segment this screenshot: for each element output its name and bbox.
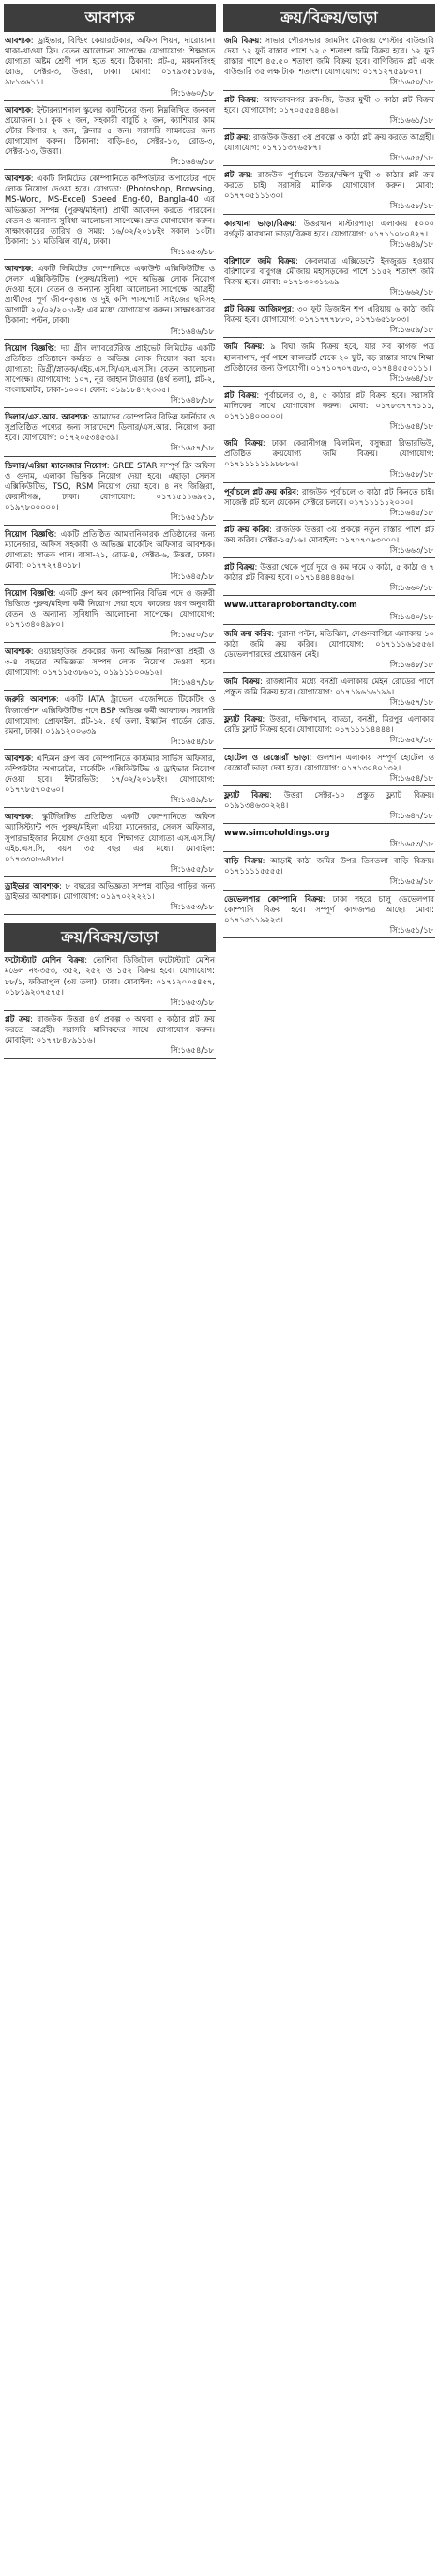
ad-reference-code: সি:১৬৫১/১৮: [170, 512, 214, 523]
ad-text: [4, 646, 216, 678]
classified-ad: [223, 486, 435, 521]
ad-separator: [223, 90, 435, 91]
ad-text: [223, 35, 435, 77]
ad-text: [223, 524, 435, 545]
ad-separator: [4, 749, 216, 750]
ad-reference-code: সি:১৬৬৩/১৮: [389, 545, 433, 556]
ad-text: [223, 255, 435, 287]
buy-sell-ads-list: [223, 35, 435, 938]
ad-body: : একটি লিমিটেড কোম্পানিতে কম্পিউটার অপারেটর পদে লোক নিয়োগ দেওয়া হবে। যোগ্যতা: (Photoshop, Browsing, MS-Word, MS-Excel) Speed Eng-60, Bangla-40 এর অভিজ্ঞতা সম্পন্ন (পুরুষ/মহিলা) প্রার্থী আবেদন করতে পারবেন। বেতন ও অন্যান্য সুবিধা আলোচনা সাপেক্ষে। দ্রুত যোগাযোগ করুন। সাক্ষাৎকারের তারিখ ও সময়: ১৬/০২/২০১৮ইং সকাল ১০টা। ঠিকানা: ১১ মতিঝিল বা/এ, ঢাকা।: [5, 174, 215, 246]
section-header-buy-sell-rent-left: ক্রয়/বিক্রয়/ভাড়া: [4, 923, 216, 952]
ad-reference-code: সি:১৬৪০/১৮: [389, 611, 433, 621]
ad-separator: [4, 169, 216, 170]
classified-ad: [223, 218, 435, 252]
ad-website-link[interactable]: www.simcoholdings.org: [224, 828, 330, 838]
classified-ad: [223, 255, 435, 300]
ad-title: নিয়োগ বিজ্ঞপ্তি: [5, 343, 54, 353]
ad-separator: [223, 624, 435, 625]
classified-ad: [223, 827, 435, 852]
ad-body: : উত্তরা সেক্টর-১০ প্রস্তুত ফ্ল্যাট বিক্রয়। ০১৯১৩৪৬৩০২২৪।: [224, 789, 435, 810]
ad-body: : ড্রাইভার, বিল্ডিং কেয়ারটেকার, অফিস পিয়ন, দারোয়ান। থাকা-খাওয়া ফ্রি। বেতন আলোচনা সাপেক্ষে। যোগাযোগ: শিক্ষাগত যোগ্যতা অষ্টম শ্রেণী পাস হতে হবে। ঠিকানা: প্লট-৫, ময়মনসিংহ রোড, সেক্টর-৩, উত্তরা, ঢাকা। মোবা: ০১৭৯৩৫১৮৪৬, ৯৮১৩৬১১।: [5, 36, 215, 87]
ad-text: [4, 35, 216, 87]
classified-ad: [4, 35, 216, 101]
classified-ad: [223, 524, 435, 558]
ad-separator: [4, 584, 216, 585]
ad-reference-code: সি:১৬৬০/১৮: [389, 583, 433, 593]
ad-title: প্লট ক্রয় করিব: [224, 524, 270, 534]
ad-reference-code: সি:১৬৫৮/১৮: [389, 469, 433, 480]
ad-separator: [4, 259, 216, 260]
ad-text: [223, 561, 435, 583]
classified-ad: [223, 437, 435, 482]
ad-separator: [223, 672, 435, 673]
classified-ad: [4, 753, 216, 808]
classified-ad: [223, 35, 435, 90]
ad-text: [4, 411, 216, 443]
ad-title: প্লট ক্রয়: [224, 170, 250, 180]
ad-text: [4, 1014, 216, 1045]
ad-title: ডিলার/এরিয়া ম্যানেজার নিয়োগ: [5, 460, 107, 470]
ad-body: : রাজধানীর মধ্যে বনশ্রী এলাকায় মেইন রোডের পাশে প্রস্তুত জমি বিক্রয় হবে। যোগাযোগ: ০১৭১৯৬১৬১৯৯।: [224, 676, 434, 697]
section-header-wanted: আবশ্যক: [4, 4, 216, 32]
classified-ad: [4, 460, 216, 526]
ad-body: : এন্টিমন গ্রুপ অব কোম্পানিতে কাস্টমার সার্ভিস অফিসার, কম্পিউটার অপারেটর, মার্কেটিং এক্সিকিউটিভ ও ড্রাইভার নিয়োগ দেওয়া হবে। ইন্টারভিউ: ১৭/০২/২০১৮ইং। যোগাযোগ: ০১৭৭৮৫৭০৫৬০।: [5, 753, 215, 795]
ad-title: জমি বিক্রয়: [224, 438, 263, 449]
ad-separator: [223, 386, 435, 387]
right-column: [223, 4, 435, 2570]
ad-text: [4, 460, 216, 512]
ad-title: জরুরি আবশ্যক: [5, 694, 56, 705]
classified-ad: [223, 94, 435, 129]
classified-ad: [223, 855, 435, 890]
ad-separator: [4, 1058, 216, 1059]
ad-title: বাড়ি বিক্রয়: [224, 856, 263, 866]
ad-reference-code: সি:১৬৫৪/১৮: [389, 421, 433, 432]
ad-separator: [4, 339, 216, 340]
ad-reference-code: সি:১৬৪৯/১৮: [389, 238, 433, 249]
ad-reference-code: সি:১৬৪৮/১৮: [170, 395, 214, 405]
ad-separator: [4, 100, 216, 101]
ad-body: : ৩০ ফুট ডিজাইন শপ এরিয়ায় ৬ কাঠা জমি বিক্রয় হবে। যোগাযোগ: ০১৭১৭৭৭৮৮০, ০১৭১৬৫১৮০৩।: [224, 304, 434, 325]
classified-ad: [4, 343, 216, 409]
ad-reference-code: সি:১৬৫৫/১৮: [389, 153, 433, 163]
ad-body: : রাজউক পূর্বাচলে উত্তর/দক্ষিণ মুখী ৩ কাঠার প্লট ক্রয় করতে চাই। সরাসরি মালিক যোগাযোগ করুন। মোবা: ০১৭৭০৫১১১৩০।: [224, 170, 434, 201]
ad-body: : একটি প্রতিষ্ঠিত আমদানিকারক প্রতিষ্ঠানের জন্য ম্যানেজার, অফিস সহকারী ও অভিজ্ঞ মার্কেটিং অফিসার আবশ্যক। যোগ্যতা: স্নাতক পাস। বাসা-২১, রোড-৪, সেক্টর-৬, উত্তরা, ঢাকা। মোবা: ০১৭৭২৭৪০১৮।: [5, 529, 215, 571]
classified-ad: [4, 173, 216, 260]
classified-ad: [223, 341, 435, 386]
wanted-ads-list: [4, 35, 216, 915]
ad-body: : রাজউক উত্তরা ৩য় প্রকল্পে নতুন রাস্তার পাশে প্লট ক্রয় করিব। সেক্টর-১৫/১৬। মোবাইল: ০১৭০৭০৬৩০০০।: [224, 524, 434, 544]
ad-body: : উত্তরা, দক্ষিণখান, বাড্ডা, বনশ্রী, মিরপুর এলাকায় রেডি ফ্ল্যাট বিক্রয় হবে। যোগাযোগ: ০১৭১১১১৪৪৪৪।: [224, 714, 435, 735]
classified-ad: [223, 599, 435, 624]
classified-ad: [4, 528, 216, 584]
ad-body: : রাজউক উত্তরা ৪র্থ প্রকল্প ৩ অথবা ৫ কাঠার প্লট ক্রয় করতে আগ্রহী। সরাসরি মালিকদের সাথে যোগাযোগ করুন। মোবাইল: ০১৭৭৮৪৮৯১১৬।: [5, 1014, 215, 1044]
ad-reference-code: সি:১৬৪৭/১৮: [170, 678, 214, 688]
ad-title: আবশ্যক: [5, 753, 31, 763]
classified-ad: [223, 561, 435, 596]
ad-title: প্লট বিক্রয় আজিমপুর: [224, 304, 292, 314]
ad-separator: [4, 1010, 216, 1011]
ad-text: [223, 94, 435, 115]
ad-title: প্লট ক্রয়: [224, 131, 249, 142]
ad-text: [223, 628, 435, 660]
ad-reference-code: সি:১৬৬০/১৮: [170, 87, 214, 98]
ad-reference-code: সি:১৬৫৪/১৮: [170, 1045, 214, 1056]
ad-reference-code: সি:১৬৫৬/১৮: [389, 876, 433, 887]
ad-separator: [223, 890, 435, 891]
ad-title: ডিলার/এস.আর. আবশ্যক: [5, 412, 88, 422]
classified-ad: [4, 104, 216, 171]
ad-body: : ঢাকা শহরে চালু ডেভেলপার কোম্পানি বিক্রয় হবে। সম্পূর্ণ কাগজপত্র আছে। মোবা: ০১৭১৫১১৯২২৩।: [224, 893, 434, 924]
classified-ad: [4, 811, 216, 877]
ad-separator: [223, 823, 435, 824]
ad-separator: [223, 165, 435, 166]
ad-reference-code: সি:১৬৬১/১৮: [389, 114, 433, 125]
ad-separator: [223, 299, 435, 300]
ad-separator: [223, 937, 435, 938]
ad-reference-code: সি:১৬৫৫/১৮: [170, 863, 214, 874]
buy-sell-ads-list-left: [4, 954, 216, 1059]
ad-text: [223, 218, 435, 239]
ad-reference-code: সি:১৬৫৩/১৮: [170, 902, 214, 912]
ad-separator: [223, 214, 435, 215]
ad-reference-code: সি:১৬৪৬/১৮: [170, 326, 214, 336]
ad-title: আবশ্যক: [5, 812, 31, 822]
ad-title: ফটোস্ট্যাট মেশিন বিক্রয়: [5, 955, 85, 966]
ad-separator: [4, 456, 216, 457]
ad-separator: [223, 128, 435, 129]
ad-separator: [223, 709, 435, 710]
ad-body: : সাভার পৌরসভার জামসিং মৌজায় পোস্টার বাউন্ডারি দেয়া ১২ ফুট রাস্তার পাশে ১২.৫ শতাংশ জমি বিক্রয় হবে। ১২ ফুট রাস্তার পাশে ৪৫.৫০ শতাংশ জমি বিক্রয় হবে। বাণিজ্যিক প্লট এবং বাউন্ডারি ৩৫ লক্ষ টাকা শতাংশ। যোগাযোগ: ০১৭১২৭৫৯৮০৭।: [224, 36, 434, 77]
classified-ad: [223, 389, 435, 434]
ad-title: আবশ্যক: [5, 647, 31, 657]
ad-text: [223, 752, 435, 773]
ad-title: প্লট বিক্রয়: [224, 389, 257, 400]
ad-body: : একটি IATA ট্রাভেল এজেন্সিতে টিকেটিং ও রিজার্ভেশন এক্সিকিউটিভ পদে BSP অভিজ্ঞ কর্মী আবশ্যক। সরাসরি যোগাযোগ: প্রোফাইল, প্লট-১২, ৪র্থ তলা, ইস্কাটন গার্ডেন রোড, রমনা, ঢাকা। ০১৯১২০০৬৩৯।: [5, 694, 215, 736]
ad-reference-code: সি:১৬৫৪/১৮: [170, 736, 214, 746]
ad-reference-code: সি:১৬৬২/১৮: [389, 287, 433, 297]
ad-text: [223, 303, 435, 325]
left-column: [4, 4, 216, 2570]
ad-separator: [223, 557, 435, 558]
ad-title: কারখানা ভাড়া/বিক্রয়: [224, 218, 295, 228]
ad-text: [4, 811, 216, 863]
classified-ad: [223, 131, 435, 166]
ad-text: [223, 486, 435, 508]
ad-body: : ৯ বিঘা জমি বিক্রয় হবে, যার সব কাগজ পত্র হালনাগাদ, পূর্ব পাশে কালভার্ট থেকে ২০ ফুট, বড় রাস্তার সাথে শিক্ষা প্রতিষ্ঠানের জন্য উপযোগী। ০১৭১০৭০৭৫৮৩, ০১৭৪৪৫৫০১১১।: [224, 342, 434, 373]
ad-separator: [223, 520, 435, 521]
ad-separator: [223, 595, 435, 596]
ad-reference-code: সি:১৬৪৬/১৮: [170, 157, 214, 167]
ad-body: : একটি লিমিটেড কোম্পানিতে একাউন্ট এক্সিকিউটিভ ও সেলস এক্সিকিউটিভ (পুরুষ/মহিলা) পদে অভিজ্ঞ লোক নিয়োগ দেওয়া হবে। বেতন ও অন্যান্য সুবিধা আলোচনা সাপেক্ষে। আগ্রহী প্রার্থীদের পূর্ণ জীবনবৃত্তান্ত ও দুই কপি পাসপোর্ট সাইজের ছবিসহ আগামী ২০/০২/২০১৮ইং এর মধ্যে যোগাযোগ করুন। সাক্ষাৎকারের ঠিকানা: পল্টন, ঢাকা।: [5, 263, 215, 326]
ad-reference-code: সি:১৬৫৩/১৮: [170, 997, 214, 1007]
ad-reference-code: সি:১৬৪৫/১৮: [389, 507, 433, 517]
ad-title: আবশ্যক: [5, 263, 31, 273]
classified-ad: [4, 954, 216, 1010]
ad-text: [4, 753, 216, 795]
ad-reference-code: সি:১৬৫২/১৮: [389, 735, 433, 745]
ad-reference-code: সি:১৬৫১/১৮: [389, 924, 433, 935]
ad-reference-code: সি:১৬৫৪/১৮: [389, 772, 433, 783]
ad-text: [223, 389, 435, 421]
section-header-buy-sell-rent: ক্রয়/বিক্রয়/ভাড়া: [223, 4, 435, 32]
ad-reference-code: সি:১৬৫৯/১৮: [389, 325, 433, 335]
ad-body: : তোশিবা ডিজিটাল ফটোস্ট্যাট মেশিন মডেল নং-৩৫৩, ৩৫২, ২৫২ ও ১৫২ বিক্রয় হবে। যোগাযোগ: ৮৮/১, ফকিরাপুল (৩য় তলা), ঢাকা। মোবাইল: ০১৭১২০০৫৪৫৭, ০১৮১৯২৩৭৫৭৫।: [5, 955, 215, 997]
ad-body: : দ্যা গ্রীন ল্যাবরেটরিজ প্রাইভেট লিমিটেড একটি প্রতিষ্ঠিত প্রতিষ্ঠানে কর্মরত ও অভিজ্ঞ লোক নিয়োগ করা হবে। যোগ্যতা: ডিগ্রী/স্নাতক/এইচ.এস.সি/এস.এস.সি। বেতন আলোচনা সাপেক্ষে। যোগাযোগ: ১০৭, নূর জাহান টাওয়ার (৪র্থ তলা), প্লট-২, বাংলামোটর, ঢাকা-১০০০। ফোন: ০১৯১৮৪৭২৩৩৫।: [5, 343, 215, 395]
ad-body: : স্কুটিজিটিভ প্রতিষ্ঠিত একটি কোম্পানিতে অফিস অ্যাসিস্ট্যান্ট পদে পুরুষ/মহিলা এরিয়া ম্যানেজার, সেলস অফিসার, সুপারভাইজার নিয়োগ দেওয়া হবে। শিক্ষাগত যোগ্যতা এস.এস.সি/এইচ.এস.সি, বয়স ৩৫ বছর এর মধ্যে। মোবাইল: ০১৭৩৩০৮৬৪৮৮।: [5, 812, 215, 863]
ad-title: আবশ্যক: [5, 174, 31, 184]
ad-separator: [4, 807, 216, 808]
ad-title: জমি বিক্রয়: [224, 676, 260, 686]
ad-title: ফ্ল্যাট বিক্রয়: [224, 714, 263, 724]
ad-text: [223, 341, 435, 373]
ad-text: [223, 893, 435, 925]
ad-body: : রাজউক উত্তরা ৩য় প্রকল্পে ৩ কাঠা প্লট ক্রয় করতে আগ্রহী। যোগাযোগ: ০১৭১১৩৭৬৫৮৭।: [224, 131, 434, 152]
classified-ad: [223, 713, 435, 748]
ad-body: : আফতাবনগর ব্লক-জি, উত্তর মুখী ৩ কাঠা প্লট বিক্রয় হবে। যোগাযোগ: ০১৭০৫৫৫৪৪৪৬।: [224, 94, 434, 114]
ad-text: [4, 587, 216, 630]
ad-text: [223, 713, 435, 735]
ad-title: আবশ্যক: [5, 104, 31, 114]
ad-body: : ৮ বছরের অভিজ্ঞতা সম্পন্ন বাড়ির গাড়ির জন্য ড্রাইভার আবশ্যক। যোগাযোগ: ০১৯৭০২২২২১।: [5, 880, 216, 902]
classified-ad: [4, 880, 216, 915]
ad-reference-code: সি:১৬৫৮/১৮: [389, 201, 433, 211]
classified-ad: [223, 676, 435, 710]
ad-title: বরিশালে জমি বিক্রয়: [224, 255, 296, 266]
ad-separator: [4, 525, 216, 526]
ad-title: আবশ্যক: [5, 36, 31, 46]
ad-title: নিয়োগ বিজ্ঞপ্তি: [5, 529, 54, 540]
ad-text: [4, 263, 216, 327]
classified-ad: [223, 893, 435, 938]
ad-body: : উত্তরখান মাস্টারপাড়া এলাকায় ৫০০০ বর্গফুট কারখানা ভাড়া/বিক্রয় হবে। যোগাযোগ: ০১৭১১০৮০৪২৭।: [224, 218, 434, 238]
ad-separator: [4, 876, 216, 877]
ad-text: [223, 169, 435, 201]
ad-text: [4, 954, 216, 997]
ad-text: [4, 343, 216, 395]
ad-reference-code: সি:১৬৪৯/১৮: [170, 795, 214, 805]
classified-ad: [4, 263, 216, 340]
ad-text: [4, 880, 216, 902]
ad-separator: [223, 785, 435, 786]
ad-body: : আড়াই কাঠা জমির উপর তিনতলা বাড়ি বিক্রয়। ০১৭১১১১৫৫৫৫।: [224, 856, 435, 876]
ad-text: [4, 528, 216, 571]
ad-text: [223, 437, 435, 469]
ad-separator: [223, 482, 435, 483]
ad-separator: [4, 407, 216, 408]
ad-text: [4, 173, 216, 247]
ad-reference-code: সি:১৬৫০/১৮: [389, 77, 433, 87]
ad-text: [223, 131, 435, 153]
ad-reference-code: সি:১৬৬৪/১৮: [389, 373, 433, 383]
ad-text: [223, 676, 435, 697]
ad-body: : কেবলমাত্র এক্সিডেন্টে ইনজুরড হওয়ায় বরিশালের বাবুগঞ্জ মৌজায় মহাসড়কের পাশে ১১৫২ শতাংশ জমি বিক্রয় হবে। মোবা: ০১৭১৩০৩১৬৬৯।: [224, 255, 434, 286]
ad-title: প্লট ক্রয়: [5, 1014, 31, 1024]
ad-reference-code: সি:১৬৫৩/১৮: [389, 839, 433, 849]
ad-body: : আমাদের কোম্পানির বিভিন্ন ফার্নিচার ও সুপ্রতিষ্ঠিত পণ্যের জন্য সারাদেশে ডিলার/এস.আর. নিয়োগ করা হবে। যোগাযোগ: ০১৭২০৫৩৪৫৩৯।: [5, 412, 215, 443]
ad-title: ফ্ল্যাট বিক্রয়: [224, 789, 270, 800]
classified-ad: [4, 694, 216, 749]
ad-body: : পূর্বাচলের ৩, ৪, ৫ কাঠার প্লট বিক্রয় হবে। সরাসরি মালিকের সাথে যোগাযোগ করুন। মোবা: ০১৭৮৩৭৭৭১১১, ০১৭১১৪০০০০০।: [224, 389, 434, 421]
ad-separator: [4, 690, 216, 691]
ad-body: : ইন্টারন্যাশনাল স্কুলের ক্যান্টিনের জন্য নিম্নলিখিত জনবল প্রয়োজন। ১। কুক ২ জন, সহকারী বাবুর্চি ২ জন, ক্যাশিয়ার কাম স্টোর কিপার ২ জন, ক্লিনার ৫ জন। সরাসরি সাক্ষাতের জন্য যোগাযোগ করুন। ঠিকানা: বাড়ি-৪৩, সেক্টর-১৩, রোড-৩, সেক্টর-১৩, উত্তরা।: [5, 104, 215, 157]
classified-ad: [223, 628, 435, 673]
classified-ad: [4, 646, 216, 691]
ad-title: ড্রাইভার আবশ্যক: [5, 880, 59, 891]
ad-title: জমি বিক্রয়: [224, 342, 263, 352]
ad-text: [223, 855, 435, 876]
ad-body: : রাজউক পূর্বাচলে ৩ কাঠা প্লট কিনতে চাই। সাজেক্ট প্লট হলে যেকোন সেক্টরে চলবে। ০১৭১১১১১২০০০।: [224, 486, 434, 507]
classified-ad: [4, 587, 216, 643]
ad-separator: [223, 851, 435, 852]
ad-title: প্লট বিক্রয়: [224, 562, 255, 572]
ad-title: জমি বিক্রয়: [224, 36, 260, 46]
ad-title: প্লট বিক্রয়: [224, 94, 257, 104]
ad-reference-code: সি:১৬৫৭/১৮: [389, 697, 433, 708]
classified-ad: [4, 411, 216, 456]
ad-title: পূর্বাচলে প্লট ক্রয় করিব: [224, 486, 296, 496]
ad-title: হোটেল ও রেস্তোরাঁ ভাড়া: [224, 752, 310, 762]
classified-ad: [223, 752, 435, 786]
classified-ad: [223, 303, 435, 338]
ad-body: : ওয়্যারহাউজ প্রকল্পের জন্য অভিজ্ঞ নিরাপত্তা প্রহরী ও ৩-৪ বছরের অভিজ্ঞতা সম্পন্ন লোক নিয়োগ দেওয়া হবে। যোগাযোগ: ০১৭১১৫৩৮৬০১, ০১৯১১১০০৬১৬।: [5, 647, 215, 678]
ad-reference-code: সি:১৬৫৭/১৮: [170, 443, 214, 453]
ad-reference-code: সি:১৬৪৭/১৮: [389, 811, 433, 821]
ad-text: [223, 789, 435, 811]
ad-title: ডেভেলপার কোম্পানি বিক্রয়: [224, 893, 323, 904]
ad-separator: [223, 748, 435, 749]
ad-body: : GREE STAR সম্পূর্ণ ফ্রি অফিস ও গুদাম, এলাকা ভিত্তিক নিয়োগ দেয়া হবে। এছাড়া সেলস এক্সিকিউটিভ, TSO, RSM নিয়োগ দেয়া হবে। ৪ নং জিঞ্জিরা, কেরানীগঞ্জ, ঢাকা। যোগাযোগ: ০১৭১৫১১৬৯২১, ০১৯৭৮০০০০০।: [5, 460, 215, 511]
ad-separator: [4, 914, 216, 915]
ad-reference-code: সি:১৬৫৩/১৮: [170, 246, 214, 256]
ad-body: : গুলশান এলাকায় সম্পূর্ণ হোটেল ও রেস্তোরাঁ ভাড়া দেয়া হবে। যোগাযোগ: ০১৭১৩০৪০১৩২।: [224, 752, 434, 772]
classified-ad: [4, 1014, 216, 1059]
ad-text: [4, 694, 216, 736]
ad-body: : উত্তরা থেকে পূর্বে দূরে ও কম দামে ৩ কাঠা, ৫ কাঠা ও ৭ কাঠার প্লট বিক্রয় হবে। ০১৭১৪৪৪৪৪৫৬।: [224, 562, 434, 583]
ad-body: : ঢাকা কেরানীগঞ্জ ঝিলমিল, বসুন্ধরা রিভারভিউ, প্রতিষ্ঠিত ক্রয়যোগ্য জমি বিক্রয়। যোগাযোগ: ০১৭১১১১১১৯৮৮৮৬।: [224, 438, 434, 469]
ad-body: : পুরানা পল্টন, মতিঝিল, সেগুনবাগিচা এলাকায় ১০ কাঠা জমি ক্রয় করিব। যোগাযোগ: ০১৭১১১৬১৫৫৬। ডেভেলপারদের প্রয়োজন নেই।: [224, 628, 434, 659]
ad-text: [4, 104, 216, 157]
ad-body: : একটি গ্রুপ অব কোম্পানির বিভিন্ন পদে ও জরুরী ভিত্তিতে পুরুষ/মহিলা কর্মী নিয়োগ দেয়া হবে। কাজের ধরণ অনুযায়ী বেতন ও অন্যান্য সুবিধাদি আলোচনা সাপেক্ষে। যোগাযোগ: ০১৭১৩৪০৪৯৮০।: [5, 587, 215, 629]
ad-title: জমি ক্রয় করিব: [224, 628, 272, 638]
ad-reference-code: সি:১৬৪৫/১৮: [170, 571, 214, 581]
classified-ad: [223, 789, 435, 824]
ad-title: নিয়োগ বিজ্ঞপ্তি: [5, 587, 53, 598]
ad-separator: [223, 337, 435, 338]
column-divider: [219, 4, 220, 2570]
ad-website-link[interactable]: www.uttaraprobortancity.com: [224, 600, 357, 610]
ad-reference-code: সি:১৬৪৮/১৮: [389, 659, 433, 669]
ad-reference-code: সি:১৬৫০/১৮: [170, 629, 214, 639]
ad-separator: [4, 642, 216, 643]
classified-ad: [223, 169, 435, 214]
